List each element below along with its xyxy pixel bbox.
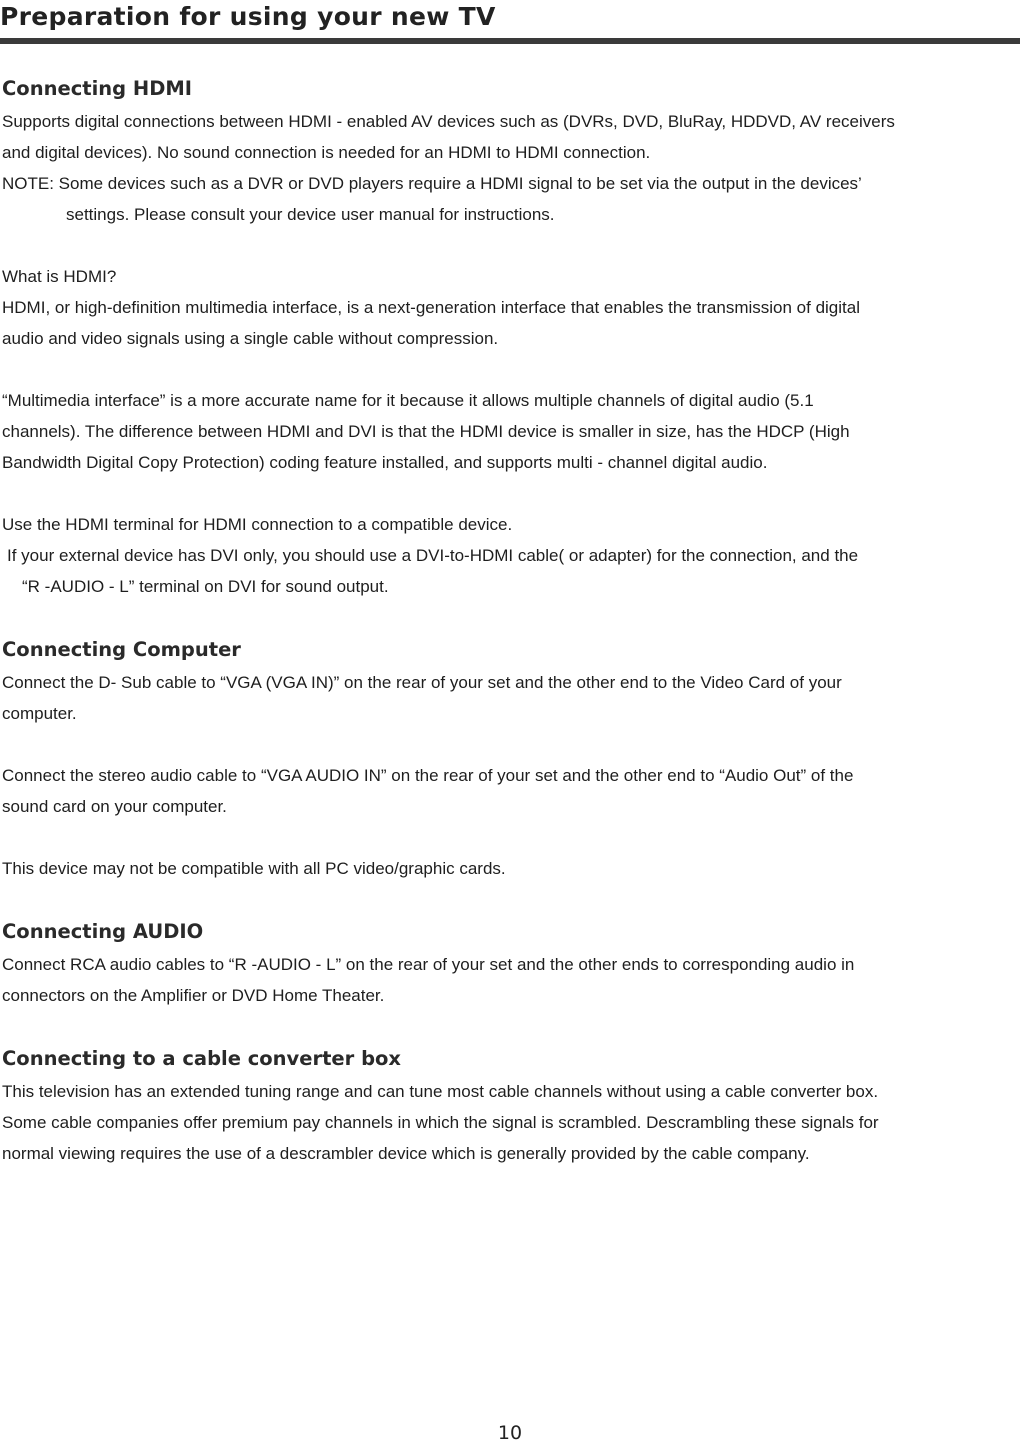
body-line: Connect RCA audio cables to “R -AUDIO - L” on the rear of your set and the other ends to corresponding audio in (2, 955, 855, 974)
body-line: computer. (2, 704, 77, 723)
body-line: normal viewing requires the use of a descrambler device which is generally provided by the cable company. (2, 1144, 810, 1163)
note-line: NOTE: Some devices such as a DVR or DVD players require a HDMI signal to be set via the output in the devices’ (2, 174, 862, 193)
body-line: connectors on the Amplifier or DVD Home Theater. (2, 986, 385, 1005)
body-line: Some cable companies offer premium pay channels in which the signal is scrambled. Descrambling these signals for (2, 1113, 879, 1132)
body-line: This device may not be compatible with all PC video/graphic cards. (2, 859, 506, 878)
body-line: This television has an extended tuning range and can tune most cable channels without using a cable converter box. (2, 1082, 879, 1101)
section-heading-audio: Connecting AUDIO (2, 920, 204, 943)
section-heading-computer: Connecting Computer (2, 638, 241, 661)
title-rule (0, 38, 1020, 44)
body-line: channels). The difference between HDMI and DVI is that the HDMI device is smaller in size, has the HDCP (High (2, 422, 850, 441)
body-line: sound card on your computer. (2, 797, 227, 816)
page-number: 10 (497, 1422, 523, 1444)
note-line: settings. Please consult your device user manual for instructions. (66, 205, 555, 224)
body-line: “Multimedia interface” is a more accurate name for it because it allows multiple channels of digital audio (5.1 (2, 391, 814, 410)
page-content (2, 72, 1032, 1169)
body-line: Connect the stereo audio cable to “VGA AUDIO IN” on the rear of your set and the other end to “Audio Out” of the (2, 766, 854, 785)
body-line: Use the HDMI terminal for HDMI connection to a compatible device. (2, 515, 513, 534)
body-line: Supports digital connections between HDMI - enabled AV devices such as (DVRs, DVD, BluRay, HDDVD, AV receivers (2, 112, 895, 131)
section-heading-hdmi: Connecting HDMI (2, 77, 193, 100)
body-line: Bandwidth Digital Copy Protection) coding feature installed, and supports multi - channel digital audio. (2, 453, 768, 472)
body-line: If your external device has DVI only, you should use a DVI-to-HDMI cable( or adapter) for the connection, and the (7, 546, 859, 565)
body-line: Connect the D- Sub cable to “VGA (VGA IN)” on the rear of your set and the other end to the Video Card of your (2, 673, 842, 692)
body-line: and digital devices). No sound connection is needed for an HDMI to HDMI connection. (2, 143, 651, 162)
body-line: HDMI, or high-definition multimedia interface, is a next-generation interface that enables the transmission of digital (2, 298, 860, 317)
subheading-what-is-hdmi: What is HDMI? (2, 267, 117, 286)
section-heading-converter: Connecting to a cable converter box (2, 1047, 401, 1070)
body-line: “R -AUDIO - L” terminal on DVI for sound output. (22, 577, 389, 596)
body-line: audio and video signals using a single cable without compression. (2, 329, 499, 348)
page-title: Preparation for using your new TV (0, 2, 496, 31)
